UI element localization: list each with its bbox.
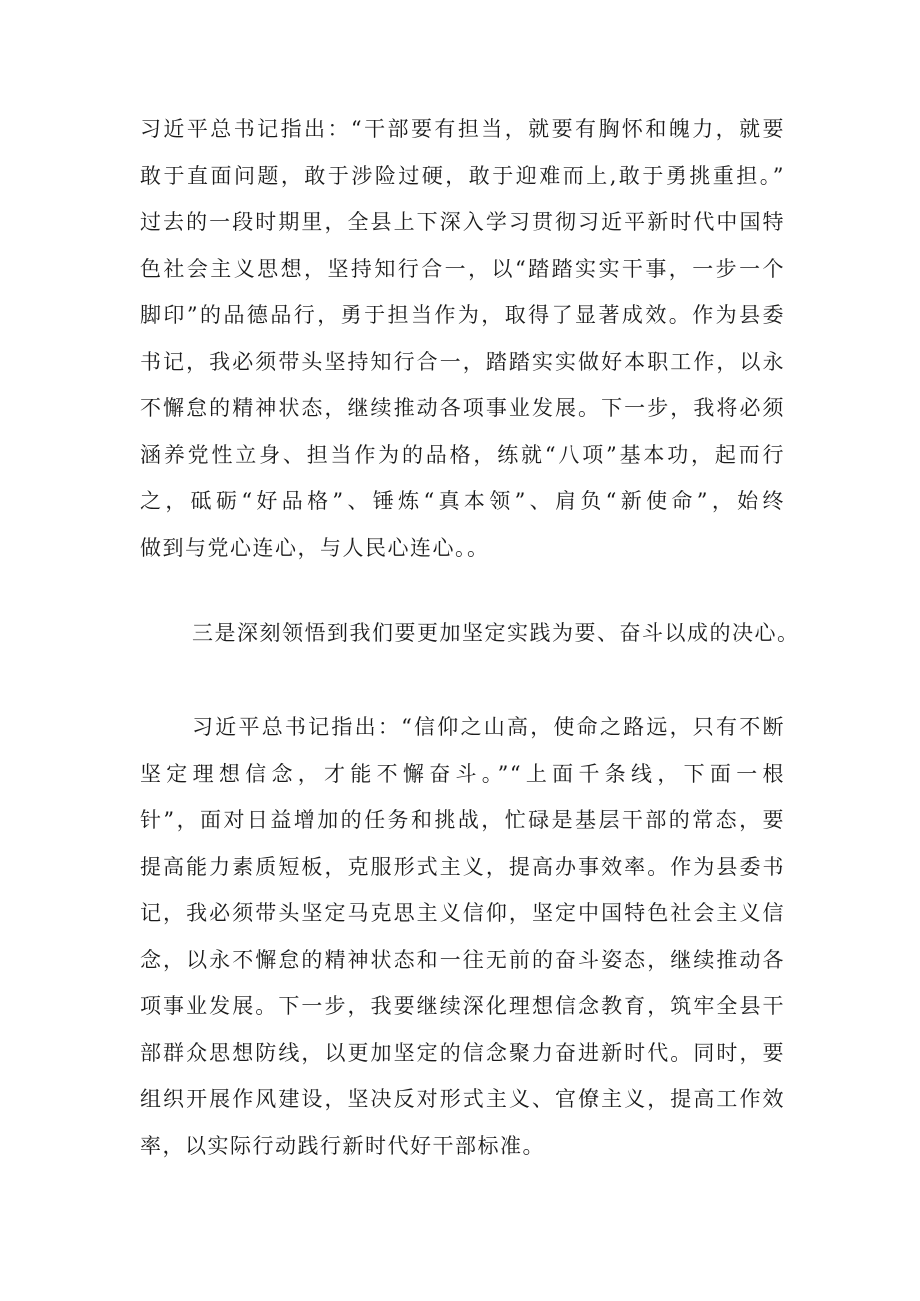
text-line: 项事业发展。下一步，我要继续深化理想信念教育，筑牢全县干 <box>140 994 785 1018</box>
text-line: 习近平总书记指出：“干部要有担当，就要有胸怀和魄力，就要 <box>140 117 785 141</box>
text-line: 过去的一段时期里，全县上下深入学习贯彻习近平新时代中国特 <box>140 210 785 234</box>
text-line: 书记，我必须带头坚持知行合一，踏踏实实做好本职工作，以永 <box>140 349 785 374</box>
text-line: 习近平总书记指出：“信仰之山高，使命之路远，只有不断 <box>192 715 785 739</box>
paragraph-belief <box>140 704 785 1169</box>
text-line: 色社会主义思想，坚持知行合一，以“踏踏实实干事，一步一个 <box>140 256 785 281</box>
text-line: 之，砥砺“好品格”、锤炼“真本领”、肩负“新使命”，始终 <box>140 489 785 513</box>
section-heading <box>140 610 800 657</box>
text-line: 不懈怠的精神状态，继续推动各项事业发展。下一步，我将必须 <box>140 396 785 420</box>
text-line: 涵养党性立身、担当作为的品格，练就“八项”基本功，起而行 <box>140 442 785 467</box>
text-line: 针”，面对日益增加的任务和挑战，忙碌是基层干部的常态，要 <box>140 808 785 832</box>
text-line: 坚定理想信念，才能不懈奋斗。”“上面千条线，下面一根 <box>140 761 785 786</box>
text-line: 脚印”的品德品行，勇于担当作为，取得了显著成效。作为县委 <box>140 303 785 327</box>
text-line: 敢于直面问题，敢于涉险过硬，敢于迎难而上,敢于勇挑重担。” <box>140 163 785 188</box>
text-line: 率，以实际行动践行新时代好干部标准。 <box>140 1133 545 1158</box>
text-line: 念，以永不懈怠的精神状态和一往无前的奋斗姿态，继续推动各 <box>140 947 785 972</box>
text-line: 记，我必须带头坚定马克思主义信仰，坚定中国特色社会主义信 <box>140 901 785 925</box>
text-line: 提高能力素质短板，克服形式主义，提高办事效率。作为县委书 <box>140 854 785 879</box>
text-line: 做到与党心连心，与人民心连心。。 <box>140 535 490 560</box>
text-line: 组织开展作风建设，坚决反对形式主义、官僚主义，提高工作效 <box>140 1087 785 1111</box>
heading-text: 三是深刻领悟到我们要更加坚定实践为要、奋斗以成的决心。 <box>192 621 800 645</box>
text-line: 部群众思想防线，以更加坚定的信念聚力奋进新时代。同时，要 <box>140 1040 785 1065</box>
paragraph-commitment <box>140 106 785 571</box>
